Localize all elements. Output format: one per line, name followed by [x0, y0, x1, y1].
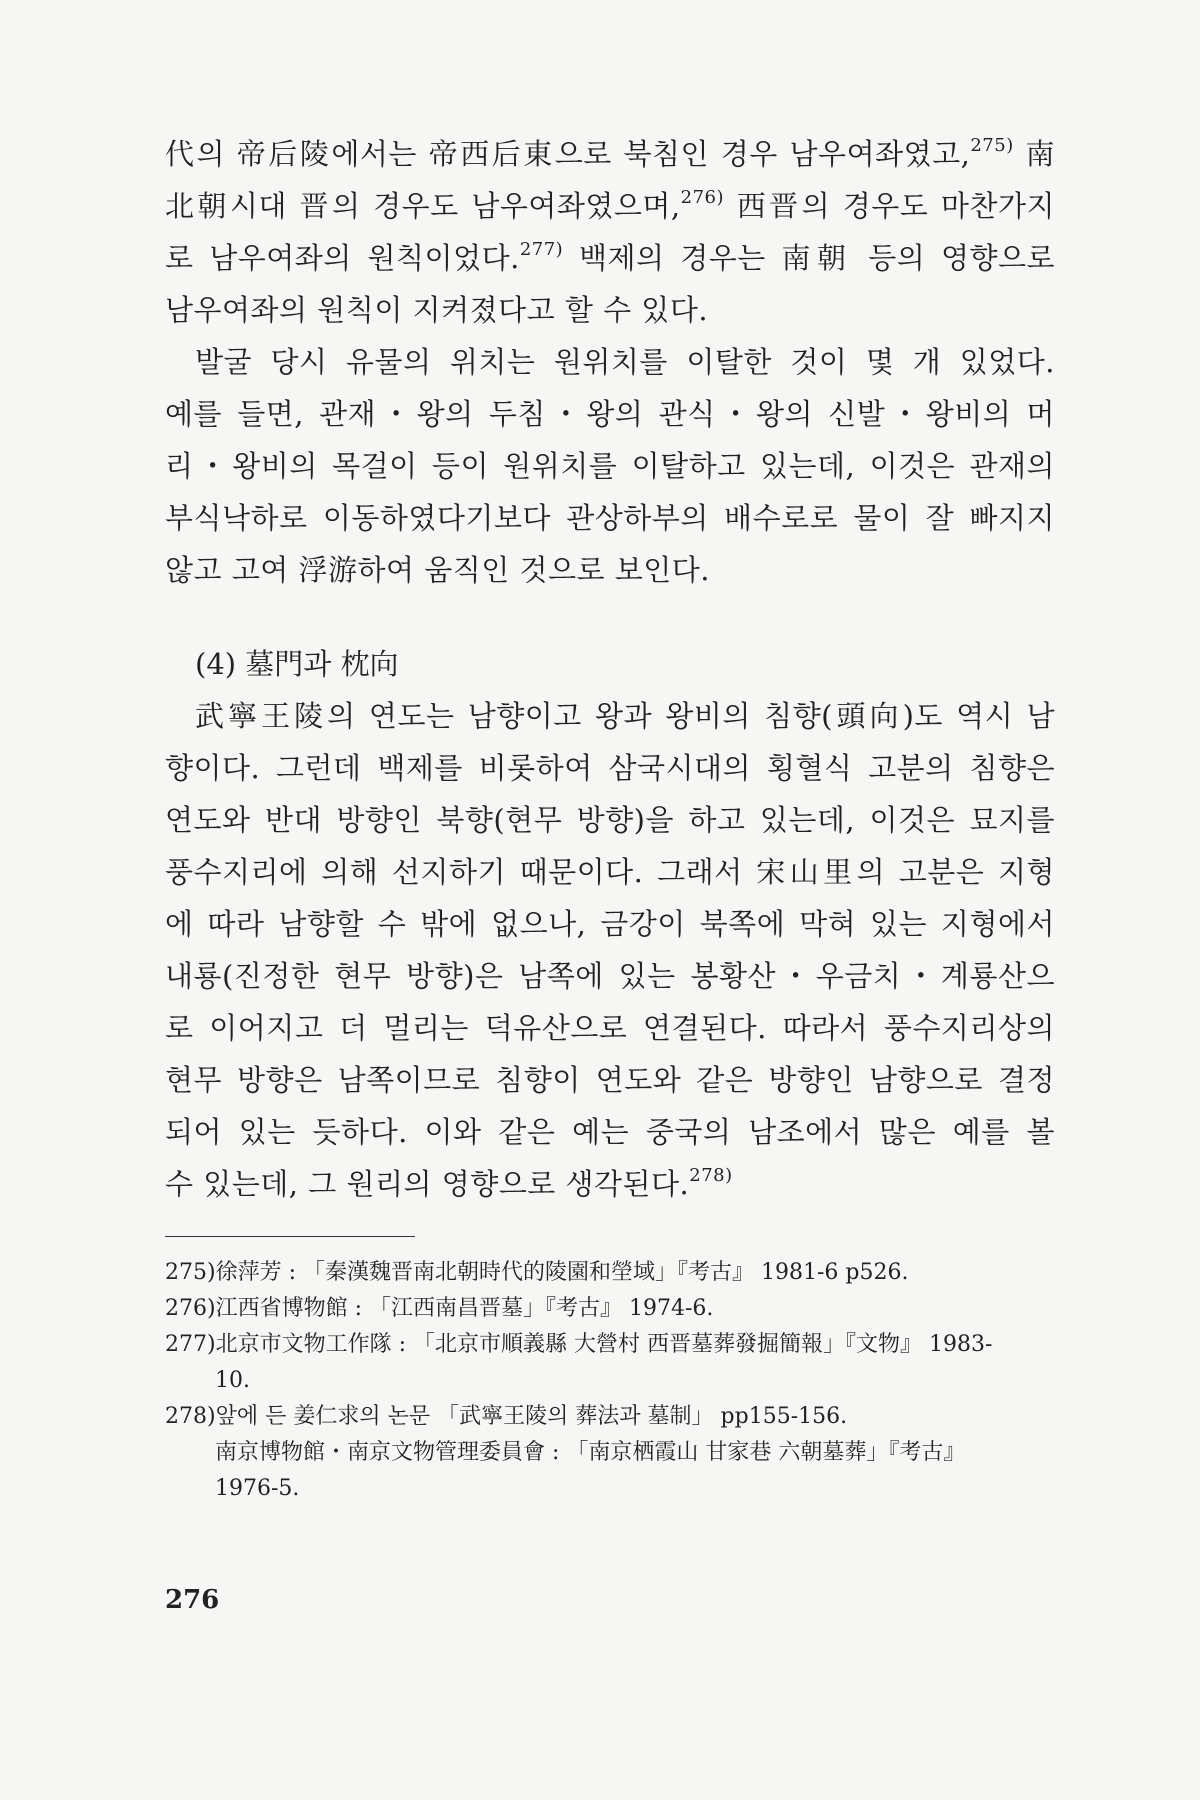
section-heading: (4) 墓門과 枕向	[195, 647, 399, 681]
footnote-275	[165, 1255, 1055, 1291]
body-text	[165, 128, 1055, 1210]
text-line: 로 남우여좌의 원칙이었다.$^{277)}$ 백제의 경우는 南朝 등의 영향으로	[165, 239, 1056, 275]
text-line: 예를 들면, 관재・왕의 두침・왕의 관식・왕의 신발・왕비의 머	[165, 397, 1055, 431]
footnote-text: 앞에 든 姜仁求의 논문 「武寧王陵의 葬法과 墓制」 pp155-156.	[215, 1404, 848, 1429]
page-number: 276	[165, 1585, 220, 1615]
text-line: 않고 고여 浮游하여 움직인 것으로 보인다.	[165, 553, 711, 587]
text-line: 연도와 반대 방향인 북향(현무 방향)을 하고 있는데, 이것은 묘지를	[165, 803, 1055, 837]
footnote-text: 徐萍芳 : 「秦漢魏晋南北朝時代的陵園和塋域」『考古』 1981-6 p526.	[215, 1260, 909, 1285]
footnote-continuation: 南京博物館・南京文物管理委員會 : 「南京栖霞山 甘家巷 六朝墓葬」『考古』	[215, 1440, 966, 1465]
footnote-ref-276: 276)	[680, 187, 725, 209]
text-line: 부식낙하로 이동하였다기보다 관상하부의 배수로로 물이 잘 빠지지	[165, 501, 1055, 535]
paragraph-1	[165, 128, 1055, 336]
footnote-number: 275)	[165, 1260, 216, 1285]
paragraph-2	[165, 336, 1055, 596]
footnote-277	[165, 1327, 1055, 1363]
text-line: 발굴 당시 유물의 위치는 원위치를 이탈한 것이 몇 개 있었다.	[195, 345, 1055, 379]
footnote-divider	[165, 1236, 415, 1237]
text-line: 남우여좌의 원칙이 지켜졌다고 할 수 있다.	[165, 293, 709, 327]
footnote-number: 276)	[165, 1296, 216, 1321]
paragraph-3	[165, 690, 1055, 1210]
footnote-276	[165, 1291, 1055, 1327]
text-line: 되어 있는 듯하다. 이와 같은 예는 중국의 남조에서 많은 예를 볼	[165, 1115, 1055, 1149]
text-line: 내룡(진정한 현무 방향)은 남쪽에 있는 봉황산・우금치・계룡산으	[165, 959, 1055, 993]
text-line: 수 있는데, 그 원리의 영향으로 생각된다.$^{278)}$	[165, 1165, 733, 1201]
text-line: 향이다. 그런데 백제를 비롯하여 삼국시대의 횡혈식 고분의 침향은	[165, 751, 1055, 785]
footnote-ref-275: 275)	[970, 135, 1014, 157]
footnote-text: 北京市文物工作隊 : 「北京市順義縣 大營村 西晋墓葬發掘簡報」『文物』 1983-	[215, 1332, 993, 1357]
text-line: 현무 방향은 남쪽이므로 침향이 연도와 같은 방향인 남향으로 결정	[165, 1063, 1055, 1097]
footnote-continuation: 10.	[215, 1368, 250, 1393]
footnotes	[165, 1255, 1055, 1507]
footnote-number: 278)	[165, 1404, 216, 1429]
text-line: 에 따라 남향할 수 밖에 없으나, 금강이 북쪽에 막혀 있는 지형에서	[165, 907, 1055, 941]
footnote-ref-277: 277)	[519, 239, 564, 261]
text-line: 로 이어지고 더 멀리는 덕유산으로 연결된다. 따라서 풍수지리상의	[165, 1011, 1055, 1045]
footnote-text: 江西省博物館 : 「江西南昌晋墓」『考古』 1974-6.	[215, 1296, 714, 1321]
footnote-278	[165, 1399, 1055, 1435]
text-line: 代의 帝后陵에서는 帝西后東으로 북침인 경우 남우여좌였고,$^{275)}$ 南	[165, 135, 1055, 171]
text-line: 北朝시대 晋의 경우도 남우여좌였으며,$^{276)}$ 西晋의 경우도 마찬가지	[165, 187, 1055, 223]
footnote-continuation: 1976-5.	[215, 1476, 300, 1501]
text-line: 풍수지리에 의해 선지하기 때문이다. 그래서 宋山里의 고분은 지형	[165, 855, 1055, 889]
footnote-number: 277)	[165, 1332, 216, 1357]
text-line: 武寧王陵의 연도는 남향이고 왕과 왕비의 침향(頭向)도 역시 남	[195, 699, 1055, 733]
footnote-ref-278: 278)	[689, 1165, 733, 1187]
text-line: 리・왕비의 목걸이 등이 원위치를 이탈하고 있는데, 이것은 관재의	[165, 449, 1055, 483]
